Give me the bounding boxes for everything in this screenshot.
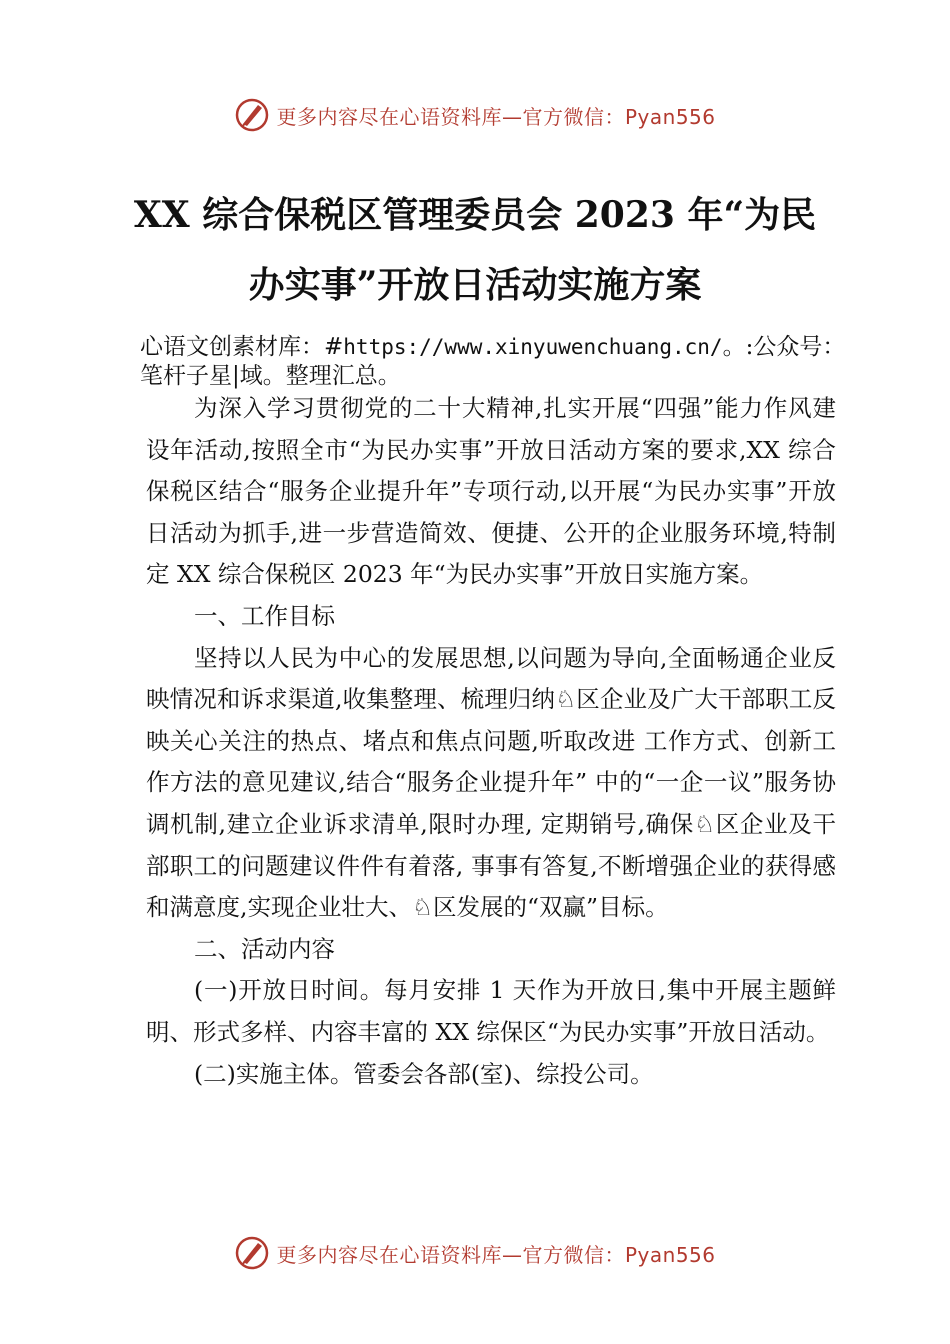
header-wechat-id: Pyan556	[624, 104, 716, 129]
intro-paragraph: 为深入学习贯彻党的二十大精神,扎实开展“四强”能力作风建设年活动,按照全市“为民办实事”开放日活动方案的要求,XX 综合保税区结合“服务企业提升年”专项行动,以开展“为民办实事”开放日活动为抓手,进一步营造简效、便捷、公开的企业服务环境,特制定 XX 综合保税区 2023 年“为民办实事”开放日实施方案。	[146, 394, 836, 589]
header-banner	[0, 95, 950, 135]
source-prefix: 心语文创素材库：#	[140, 334, 344, 360]
source-url: https://www.xinyuwenchuang.cn/	[343, 335, 723, 359]
content-item-1: (一)开放日时间。每月安排 1 天作为开放日,集中开展主题鲜明、形式多样、内容丰富的 XX 综保区“为民办实事”开放日活动。	[146, 976, 836, 1046]
content-item-2: (二)实施主体。管委会各部(室)、综投公司。	[194, 1059, 654, 1088]
title-line-2: 办实事”开放日活动实施方案	[248, 264, 702, 306]
title-line-1: XX 综合保税区管理委员会 2023 年“为民	[133, 194, 817, 236]
header-banner-text: 更多内容尽在心语资料库—官方微信：Pyan556	[276, 104, 716, 129]
section-heading-content: 二、活动内容	[194, 934, 335, 963]
footer-banner-text: 更多内容尽在心语资料库—官方微信：Pyan556	[276, 1242, 716, 1267]
quill-logo-icon	[234, 97, 270, 133]
quill-logo-icon	[234, 1235, 270, 1271]
document-title	[60, 180, 890, 320]
goals-paragraph: 坚持以人民为中心的发展思想,以问题为导向,全面畅通企业反映情况和诉求渠道,收集整理、梳理归纳♘区企业及广大干部职工反映关心关注的热点、堵点和焦点问题,听取改进 工作方式、创新工作方法的意见建议,结合“服务企业提升年” 中的“一企一议”服务协调机制,建立企业诉求清单,限时办理, 定期销号,确保♘区企业及干部职工的问题建议件件有着落, 事事有答复,不断增强企业的获得感和满意度,实现企业壮大、♘区发展的“双赢”目标。	[146, 643, 836, 922]
footer-banner	[0, 1233, 950, 1273]
document-body	[146, 388, 836, 1095]
source-note	[140, 333, 860, 391]
source-suffix: 。:公众号：笔杆子星|域。整理汇总。	[140, 334, 846, 389]
footer-wechat-id: Pyan556	[624, 1242, 716, 1267]
section-heading-goals: 一、工作目标	[194, 601, 335, 630]
